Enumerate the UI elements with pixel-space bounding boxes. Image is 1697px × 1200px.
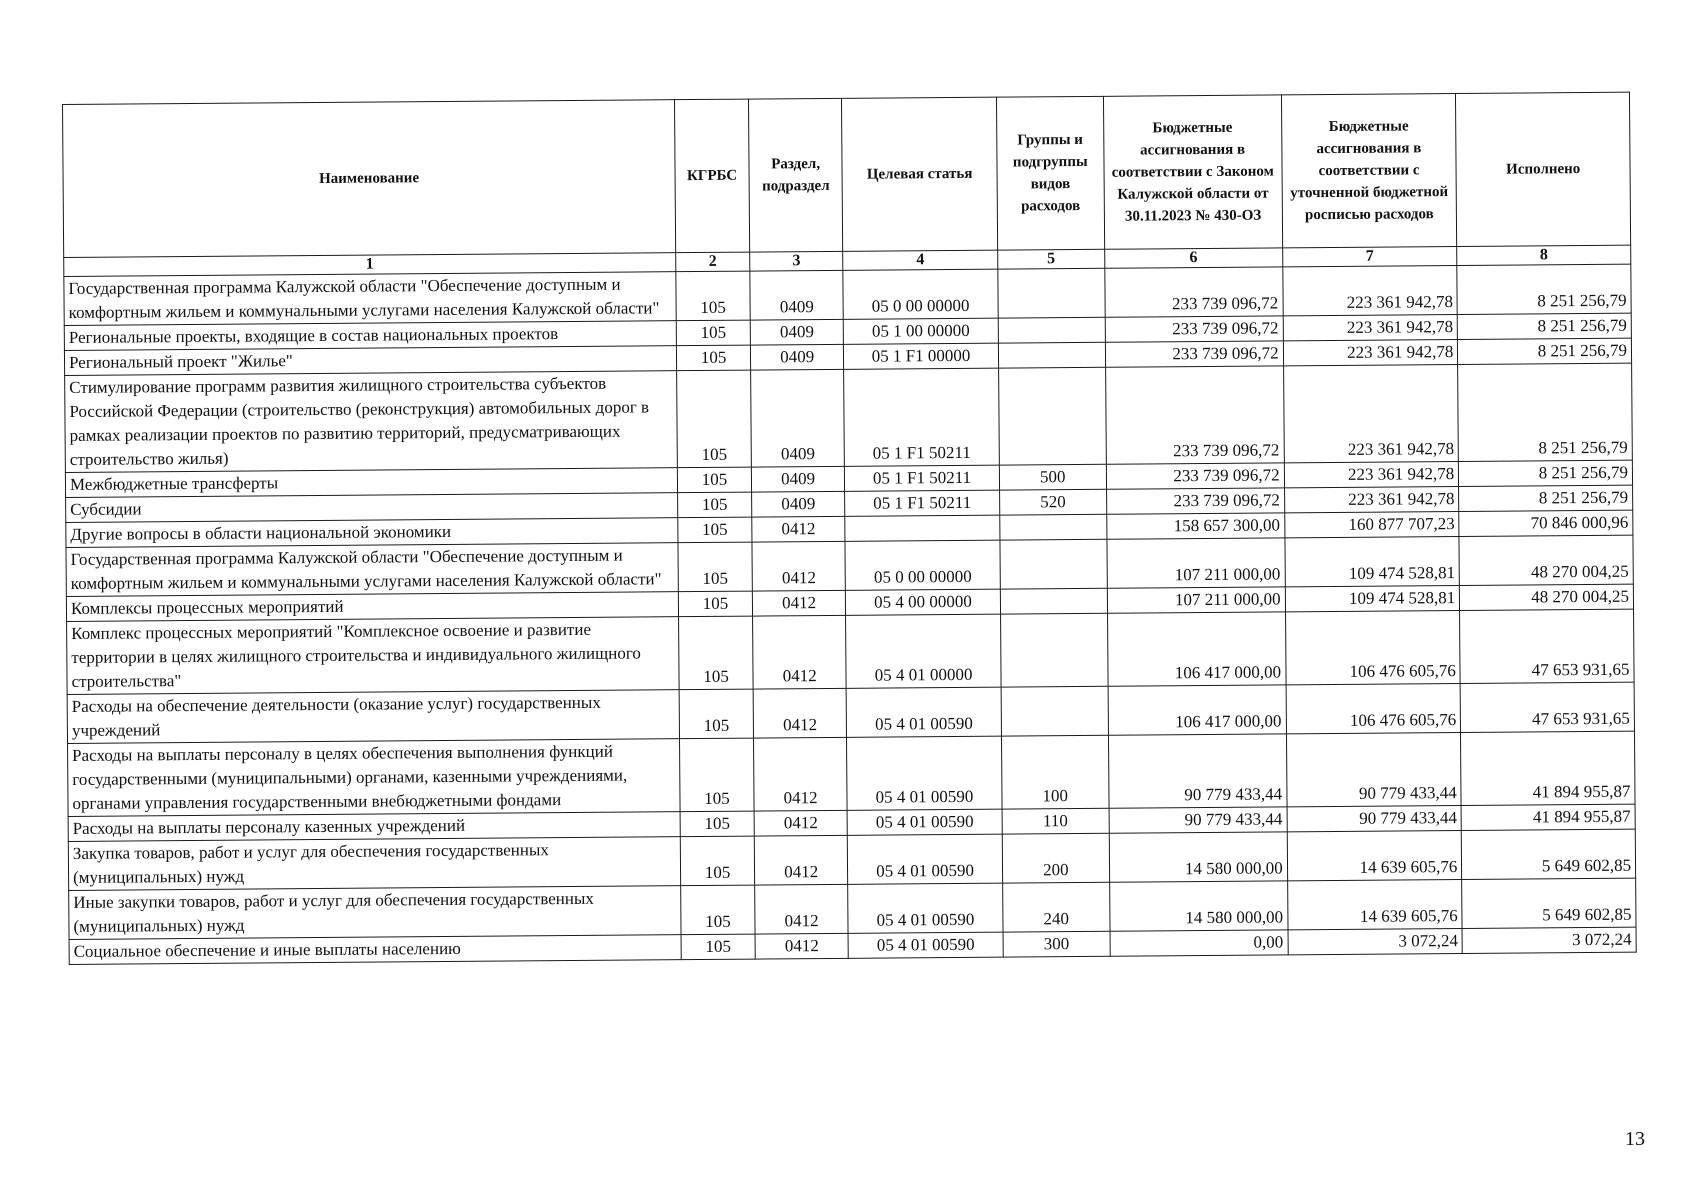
- row-target-article: 05 1 F1 00000: [844, 343, 999, 369]
- row-section: 0412: [753, 615, 847, 689]
- row-section: 0412: [753, 688, 847, 738]
- row-section: 0412: [752, 516, 845, 542]
- budget-table: [62, 92, 1637, 965]
- row-executed: 48 270 004,25: [1460, 584, 1634, 610]
- row-executed: 8 251 256,79: [1458, 338, 1632, 364]
- row-executed: 8 251 256,79: [1458, 313, 1632, 339]
- row-kgrbs: 105: [678, 492, 752, 518]
- row-section: 0412: [754, 810, 847, 836]
- header-section: Раздел, подраздел: [749, 98, 843, 252]
- row-law-allocation: 233 739 096,72: [1105, 366, 1284, 464]
- header-law-allocation: Бюджетные ассигнования в соответствии с Законом Калужской области от 30.11.2023 № 430-ОЗ: [1103, 95, 1282, 249]
- row-executed: 41 894 955,87: [1461, 804, 1635, 830]
- row-name: Социальное обеспечение и иные выплаты населению: [69, 935, 681, 965]
- row-expense-group: [998, 317, 1105, 343]
- row-kgrbs: 105: [678, 542, 752, 592]
- row-refined-allocation: 223 361 942,78: [1284, 487, 1459, 513]
- table-row: [65, 363, 1633, 472]
- row-expense-group: [998, 268, 1105, 318]
- table-row: [67, 609, 1635, 694]
- row-refined-allocation: 90 779 433,44: [1287, 806, 1462, 832]
- row-section: 0409: [751, 369, 845, 467]
- row-name: Стимулирование программ развития жилищного строительства субъектов Российской Федерации (строительство (реконструкция) автомобильных дорог в рамках реализации проектов по развитию территорий, предусматривающих строительство жилья): [65, 371, 678, 473]
- row-law-allocation: 14 580 000,00: [1109, 881, 1287, 931]
- row-refined-allocation: 223 361 942,78: [1283, 340, 1458, 366]
- row-expense-group: [998, 367, 1106, 465]
- row-refined-allocation: 14 639 605,76: [1287, 880, 1462, 930]
- table-body: [64, 264, 1636, 964]
- header-executed: Исполнено: [1456, 92, 1631, 246]
- row-kgrbs: 105: [681, 934, 755, 960]
- row-section: 0409: [750, 270, 844, 320]
- row-law-allocation: 233 739 096,72: [1106, 463, 1284, 489]
- row-law-allocation: 233 739 096,72: [1106, 488, 1284, 514]
- column-number: 1: [64, 253, 676, 277]
- header-refined-allocation: Бюджетные ассигнования в соответствии с уточненной бюджетной росписью расходов: [1281, 94, 1457, 248]
- row-kgrbs: 105: [678, 591, 752, 617]
- row-refined-allocation: 106 476 605,76: [1286, 684, 1461, 734]
- row-name: Субсидии: [66, 493, 678, 523]
- header-row: [63, 92, 1631, 257]
- row-law-allocation: 233 739 096,72: [1105, 316, 1283, 342]
- column-number: 2: [676, 252, 750, 272]
- row-executed: 8 251 256,79: [1458, 363, 1632, 461]
- row-executed: 8 251 256,79: [1459, 485, 1633, 511]
- row-name: Другие вопросы в области национальной экономики: [66, 518, 678, 548]
- row-target-article: 05 4 00 00000: [846, 589, 1001, 615]
- column-number: 7: [1282, 247, 1457, 267]
- row-law-allocation: 107 211 000,00: [1107, 538, 1285, 588]
- row-kgrbs: 105: [676, 320, 750, 346]
- row-kgrbs: 105: [679, 738, 754, 812]
- row-target-article: 05 4 01 00590: [847, 736, 1002, 810]
- row-kgrbs: 105: [679, 689, 753, 739]
- row-section: 0412: [752, 590, 845, 616]
- row-law-allocation: 158 657 300,00: [1107, 513, 1285, 539]
- row-name: Закупка товаров, работ и услуг для обеспечения государственных (муниципальных) нужд: [68, 837, 680, 891]
- row-target-article: 05 4 01 00590: [848, 834, 1003, 884]
- row-refined-allocation: 223 361 942,78: [1283, 315, 1458, 341]
- row-refined-allocation: 3 072,24: [1288, 929, 1463, 955]
- row-kgrbs: 105: [676, 345, 750, 371]
- row-refined-allocation: 109 474 528,81: [1285, 537, 1460, 587]
- row-refined-allocation: 109 474 528,81: [1285, 586, 1460, 612]
- row-name: Государственная программа Калужской области "Обеспечение доступным и комфортным жильем и коммунальными услугами населения Калужской области": [66, 543, 678, 597]
- row-target-article: 05 0 00 00000: [843, 269, 998, 319]
- row-refined-allocation: 223 361 942,78: [1283, 365, 1458, 463]
- column-number: 6: [1104, 248, 1282, 268]
- row-expense-group: 520: [999, 489, 1106, 515]
- row-executed: 47 653 931,65: [1460, 609, 1634, 683]
- row-refined-allocation: 90 779 433,44: [1286, 733, 1461, 807]
- row-expense-group: [1000, 588, 1107, 614]
- row-name: Расходы на обеспечение деятельности (оказание услуг) государственных учреждений: [67, 690, 679, 744]
- column-number: 4: [843, 250, 998, 270]
- header-target-article: Целевая статья: [842, 97, 998, 251]
- column-number: 3: [750, 251, 843, 271]
- row-section: 0412: [755, 884, 849, 934]
- row-law-allocation: 90 779 433,44: [1108, 734, 1286, 808]
- row-name: Расходы на выплаты персоналу в целях обеспечения выполнения функций государственными (муниципальными) органами, казенными учреждениями, органами управления государственными внебюджетными фондами: [68, 739, 681, 817]
- row-refined-allocation: 223 361 942,78: [1284, 462, 1459, 488]
- row-section: 0409: [750, 319, 843, 345]
- row-kgrbs: 105: [680, 811, 754, 837]
- row-target-article: [845, 515, 1000, 541]
- row-name: Региональные проекты, входящие в состав национальных проектов: [64, 321, 676, 351]
- row-target-article: 05 4 01 00590: [847, 809, 1002, 835]
- row-target-article: 05 4 01 00590: [846, 687, 1001, 737]
- row-kgrbs: 105: [678, 517, 752, 543]
- row-law-allocation: 233 739 096,72: [1105, 267, 1283, 317]
- row-executed: 5 649 602,85: [1462, 829, 1636, 879]
- row-executed: 8 251 256,79: [1459, 460, 1633, 486]
- row-law-allocation: 90 779 433,44: [1109, 807, 1287, 833]
- row-section: 0409: [750, 344, 843, 370]
- row-executed: 5 649 602,85: [1462, 878, 1636, 928]
- row-name: Комплексы процессных мероприятий: [66, 592, 678, 622]
- row-expense-group: 500: [999, 464, 1106, 490]
- row-expense-group: [1000, 539, 1107, 589]
- row-law-allocation: 107 211 000,00: [1107, 587, 1285, 613]
- row-law-allocation: 0,00: [1110, 930, 1288, 956]
- row-target-article: 05 1 F1 50211: [844, 368, 999, 466]
- row-expense-group: [1000, 613, 1107, 687]
- row-expense-group: 300: [1003, 931, 1110, 957]
- row-kgrbs: 105: [681, 885, 755, 935]
- column-number: 8: [1457, 245, 1631, 265]
- row-name: Иные закупки товаров, работ и услуг для обеспечения государственных (муниципальных) нужд: [69, 886, 681, 940]
- row-refined-allocation: 106 476 605,76: [1285, 611, 1460, 685]
- row-section: 0412: [752, 541, 846, 591]
- row-section: 0409: [752, 491, 845, 517]
- page-number: 13: [1625, 1128, 1645, 1150]
- column-number: 5: [998, 249, 1105, 269]
- row-kgrbs: 105: [677, 370, 752, 468]
- row-section: 0412: [755, 933, 848, 959]
- row-expense-group: 200: [1002, 833, 1109, 883]
- header-kgrbs: КГРБС: [674, 99, 749, 253]
- row-name: Государственная программа Калужской области "Обеспечение доступным и комфортным жильем и коммунальными услугами населения Калужской области": [64, 272, 676, 326]
- row-law-allocation: 14 580 000,00: [1109, 832, 1287, 882]
- row-kgrbs: 105: [676, 271, 750, 321]
- row-executed: 8 251 256,79: [1457, 264, 1631, 314]
- row-executed: 48 270 004,25: [1459, 535, 1633, 585]
- row-expense-group: [1000, 514, 1107, 540]
- row-refined-allocation: 160 877 707,23: [1284, 512, 1459, 538]
- row-name: Региональный проект "Жилье": [64, 346, 676, 376]
- row-section: 0412: [754, 835, 848, 885]
- row-kgrbs: 105: [679, 616, 754, 690]
- row-expense-group: [998, 342, 1105, 368]
- row-target-article: 05 1 F1 50211: [845, 465, 1000, 491]
- row-expense-group: 240: [1002, 882, 1109, 932]
- row-kgrbs: 105: [677, 467, 751, 493]
- row-name: Комплекс процессных мероприятий "Комплексное освоение и развитие территории в целях жилищного строительства и индивидуального жилищного строительства": [67, 617, 680, 695]
- row-target-article: 05 1 00 00000: [843, 318, 998, 344]
- row-executed: 3 072,24: [1462, 927, 1636, 953]
- row-refined-allocation: 14 639 605,76: [1287, 831, 1462, 881]
- row-expense-group: 110: [1002, 808, 1109, 834]
- row-target-article: 05 4 01 00000: [846, 614, 1001, 688]
- row-law-allocation: 233 739 096,72: [1105, 341, 1283, 367]
- row-target-article: 05 1 F1 50211: [845, 490, 1000, 516]
- row-executed: 70 846 000,96: [1459, 510, 1633, 536]
- row-kgrbs: 105: [680, 836, 754, 886]
- row-law-allocation: 106 417 000,00: [1107, 612, 1285, 686]
- row-section: 0409: [751, 466, 844, 492]
- row-law-allocation: 106 417 000,00: [1108, 685, 1286, 735]
- row-name: Расходы на выплаты персоналу казенных учреждений: [68, 812, 680, 842]
- row-expense-group: 100: [1001, 735, 1108, 809]
- header-expense-group: Группы и подгруппы видов расходов: [996, 96, 1104, 250]
- table-row: [68, 731, 1636, 816]
- row-executed: 41 894 955,87: [1461, 731, 1635, 805]
- row-target-article: 05 4 01 00590: [848, 883, 1003, 933]
- row-section: 0412: [754, 737, 848, 811]
- row-target-article: 05 0 00 00000: [845, 540, 1000, 590]
- row-name: Межбюджетные трансферты: [65, 468, 677, 498]
- header-name: Наименование: [63, 100, 676, 258]
- row-executed: 47 653 931,65: [1460, 682, 1634, 732]
- row-refined-allocation: 223 361 942,78: [1282, 266, 1457, 316]
- row-expense-group: [1001, 686, 1108, 736]
- row-target-article: 05 4 01 00590: [848, 932, 1003, 958]
